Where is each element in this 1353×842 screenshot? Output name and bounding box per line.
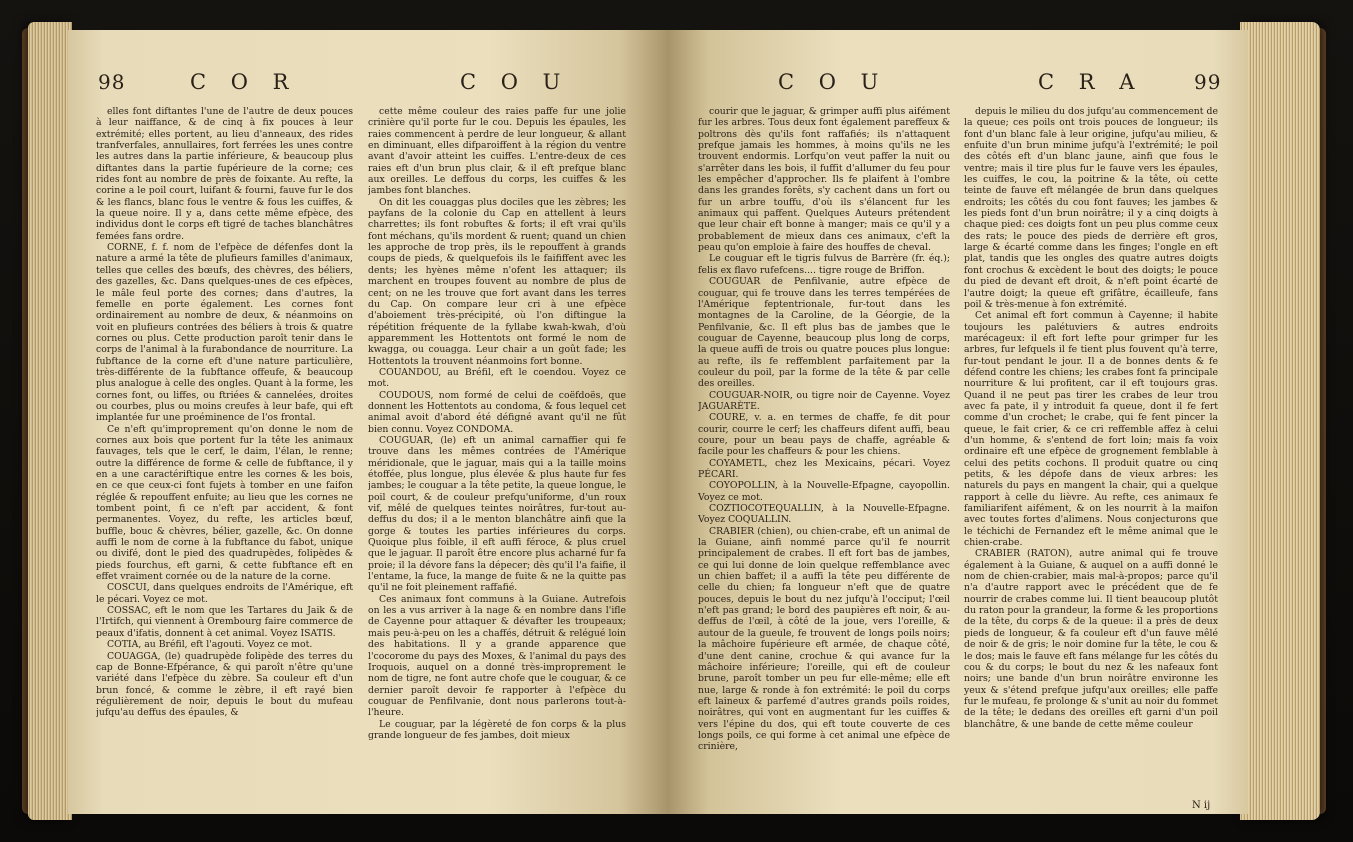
paragraph: COYAMETL, chez les Mexicains, pécari. Voyez PÉCARI.: [698, 457, 950, 480]
left-page-header: [68, 70, 668, 100]
paragraph: COTIA, au Bréfil, eft l'agouti. Voyez ce mot.: [107, 639, 313, 651]
paragraph: COUDOUS, nom formé de celui de coëfdoës, que donnent les Hottentots au condoma, & fous lequel cet animal avoit d'abord été défigné avant qu'il ne fût bien connu. Voyez CONDOMA.: [368, 389, 626, 435]
right-running-head-2: C R A: [1038, 70, 1144, 94]
paragraph: Ce n'eft qu'improprement qu'on donne le nom de cornes aux bois que portent fur la tête les animaux fauvages, tels que le cerf, le daim, l'élan, le renne; outre la différence de forme & celle de fubftance, il y en a une caractériftique entre les cornes & les bois, en ce que ceux-ci font fujets à tomber en une faifon réglée & repouffent enfuite; au lieu que les cornes ne tombent point, fi ce n'eft par accident, & font permanentes. Voyez, du refte, les articles bœuf, buffle, bouc & chèvres, bélier, gazelle, &c. On donne auffi le nom de corne à la fubftance du fabot, unique ou divifé, dont le pied des quadrupèdes, folipèdes & pieds fourchus, eft garni, & cette fubftance eft en effet vraiment cornée ou de la nature de la corne.: [96, 423, 353, 583]
left-running-head-2: C O U: [460, 70, 570, 94]
paragraph: CORNE, f. f. nom de l'efpèce de défenfes dont la nature a armé la tête de plufieurs familles d'animaux, telles que celles des bœufs, des chèvres, des béliers, des gazelles, &c. Dans quelques-unes de ces efpèces, le mâle feul porte des cornes; dans d'autres, la femelle en porte également. Les cornes font ordinairement au nombre de deux, & néanmoins on voit en plufieurs contrées des béliers à trois & quatre cornes ou plus. Cette production paroît tenir dans le corps de l'animal à la furabondance de nourriture. La fubftance de la corne eft d'une nature particulière, très-différente de la fubftance offeufe, & beaucoup plus analogue à celle des ongles. Quant à la forme, les cornes font, ou liffes, ou ftriées & cannelées, droites ou courbes, plus ou moins creufes à leur bafe, qui eft implantée fur une proéminence de l'os frontal.: [96, 242, 353, 424]
paragraph: COUGUAR, (le) eft un animal carnaffier qui fe trouve dans les mêmes contrées de l'Amérique méridionale, que le jaguar, mais qui a la taille moins étoffée, plus longue, plus élevée & plus haute fur fes jambes; le couguar a la tête petite, la queue longue, le poil court, & de couleur prefqu'uniforme, d'un roux vif, mêlé de quelques teintes noirâtres, fur-tout au-deffus du dos; il a le menton blanchâtre ainfi que la gorge & toutes les parties inférieures du corps. Quoique plus foible, il eft auffi féroce, & plus cruel que le jaguar. Il paroît être encore plus acharné fur fa proie; il la dévore fans la dépecer; dès qu'il l'a faifie, il l'entame, la fuce, la mange de fuite & ne la quitte pas qu'il ne foit pleinement raffafié.: [368, 434, 626, 594]
right-running-head-1: C O U: [778, 70, 888, 94]
paragraph: elles font diftantes l'une de l'autre de deux pouces à leur naiffance, & de cinq à fix pouces à leur extrémité; elles portent, au lieu d'anneaux, des rides tranfverfales, annullaires, fort ferrées les unes contre les autres dans la partie inférieure, & beaucoup plus diftantes dans la partie fupérieure de la corne; ces rides font au nombre de près de foixante. Au refte, la corine a le poil court, luifant & fourni, fauve fur le dos & les flancs, blanc fous le ventre & fous les cuiffes, & la queue noire. Il y a, dans cette même efpèce, des individus dont le corps eft tigré de taches blanchâtres femées fans ordre.: [96, 106, 353, 242]
paragraph: Cet animal eft fort commun à Cayenne; il habite toujours les palétuviers & autres endroits marécageux: il eft fort lefte pour grimper fur les arbres, fur lefquels il fe tient plus fouvent qu'à terre, fur-tout pendant le jour. Il a de bonnes dents & fe défend contre les chiens; les crabes font fa principale nourriture & lui profitent, car il eft toujours gras. Quand il ne peut pas tirer les crabes de leur trou avec fa pate, il y introduit fa queue, dont il fe fert comme d'un crochet; le crabe, qui fe fent pincer la queue, le fait crier, & ce cri reffemble affez à celui d'un homme, & s'entend de fort loin; mais fa voix ordinaire eft une efpèce de grognement femblable à celui des petits cochons. Il produit quatre ou cinq petits, & les dépofe dans de vieux arbres: les naturels du pays en mangent la chair, qui a quelque rapport à celle du lièvre. Au refte, ces animaux fe familiarifent aifément, & on les nourrit à la maifon avec toutes fortes d'alimens. Nous conjecturons que le téchichi de Fernandez eft le même animal que le chien-crabe.: [964, 310, 1218, 549]
left-page-number: 98: [98, 70, 126, 94]
paragraph: COUGUAR-NOIR, ou tigre noir de Cayenne. Voyez JAGUARÈTE.: [698, 389, 950, 412]
paragraph: CRABIER (chien), ou chien-crabe, eft un animal de la Guiane, ainfi nommé parce qu'il fe nourrit principalement de crabes. Il eft fort bas de jambes, ce qui lui donne de loin quelque reffemblance avec un chien baffet; il a auffi la tête peu différente de celle du chien; fa longueur n'eft que de quatre pouces, depuis le bout du nez jufqu'à l'occiput; l'œil n'eft pas grand; le bord des paupières eft noir, & au-deffus de l'œil, à côté de la joue, vers l'oreille, & autour de la gueule, fe trouvent de longs poils noirs; la mâchoire fupérieure eft armée, de chaque côté, d'une dent canine, crochue & qui avance fur la mâchoire inférieure; l'oreille, qui eft de couleur brune, paroît tomber un peu fur elle-même; elle eft nue, large & ronde à fon extrémité: le poil du corps eft laineux & parfemé d'autres grands poils roides, noirâtres, qui vont en augmentant fur les cuiffes & vers l'épine du dos, qui eft toute couverte de ces longs poils, ce qui forme à cet animal une efpèce de crinière,: [698, 525, 950, 753]
left-page-column-2: [368, 106, 626, 806]
right-page-column-2: [964, 106, 1218, 796]
paragraph: courir que le jaguar, & grimper auffi plus aifément fur les arbres. Tous deux font également pareffeux & poltrons dès qu'ils font raffafiés; ils n'attaquent prefque jamais les hommes, à moins qu'ils ne les trouvent endormis. Lorfqu'on veut paffer la nuit ou s'arrêter dans les bois, il fuffit d'allumer du feu pour les empêcher d'approcher. Ils fe plaifent à l'ombre dans les grandes forêts, s'y cachent dans un fort ou fur un arbre touffu, d'où ils s'élancent fur les animaux qui paffent. Quelques Auteurs prétendent que leur chair eft bonne à manger; mais ce qu'il y a probablement de mieux dans ces animaux, c'eft la peau qu'on emploie à faire des houffes de cheval.: [698, 106, 950, 254]
right-page-number: 99: [1194, 70, 1222, 94]
paragraph: cette même couleur des raies paffe fur une jolie crinière qu'il porte fur le cou. Depuis les épaules, les raies commencent à perdre de leur longueur, & allant en diminuant, elles difparoiffent à la région du ventre avant d'avoir atteint les cuiffes. L'entre-deux de ces raies eft d'un brun plus clair, & il eft prefque blanc aux oreilles. Le deffous du corps, les cuiffes & les jambes font blanches.: [368, 106, 626, 197]
left-page-edges: [28, 22, 72, 820]
paragraph: COZTIOCOTEQUALLIN, à la Nouvelle-Efpagne. Voyez COQUALLIN.: [698, 503, 950, 526]
paragraph: COUAGGA, (le) quadrupède folipède des terres du cap de Bonne-Efpérance, & qui paroît n'être qu'une variété dans l'efpèce du zèbre. Sa couleur eft d'un brun foncé, & comme le zèbre, il eft rayé bien régulièrement de noir, depuis le bout du mufeau jufqu'au deffus des épaules, &: [96, 650, 353, 719]
paragraph: COYOPOLLIN, à la Nouvelle-Efpagne, cayopollin. Voyez ce mot.: [698, 480, 950, 503]
paragraph: COSSAC, eft le nom que les Tartares du Jaik & de l'Irtifch, qui viennent à Orembourg faire commerce de peaux d'ifatis, donnent à cet animal. Voyez ISATIS.: [96, 605, 353, 639]
paragraph: COUANDOU, au Bréfil, eft le coendou. Voyez ce mot.: [368, 366, 626, 390]
left-page-column-1: [96, 106, 353, 806]
right-page-edges: [1240, 22, 1320, 820]
paragraph: COSCUI, dans quelques endroits de l'Amérique, eft le pécari. Voyez ce mot.: [96, 582, 353, 605]
paragraph: Le couguar, par la légèreté de fon corps & la plus grande longueur de fes jambes, doit mieux: [368, 718, 626, 741]
paragraph: Ces animaux font communs à la Guiane. Autrefois on les a vus arriver à la nage & en nombre dans l'ifle de Cayenne pour attaquer & dévafter les troupeaux; mais peu-à-peu on les a chaffés, détruit & relégué loin des habitations. Il y a grande apparence que l'cocorome du pays des Moxes, & l'animal du pays des Iroquois, auquel on a donné très-improprement le nom de tigre, ne font autre chofe que le couguar, & ce dernier paroît devoir fe rapporter à l'efpèce du couguar de Penfilvanie, dont nous parlerons tout-à-l'heure.: [368, 593, 626, 719]
paragraph: On dit les couaggas plus dociles que les zèbres; les payfans de la colonie du Cap en attellent à leurs charrettes; ils font robuftes & forts; il eft vrai qu'ils font méchans, qu'ils mordent & ruent; quand un chien les approche de trop près, ils le repouffent à grands coups de pieds, & quelquefois ils le faififfent avec les dents; les hyènes même n'ofent les attaquer; ils marchent en troupes fouvent au nombre de plus de cent; on ne les trouve que fort avant dans les terres du Cap. On compare leur cri à une efpèce d'aboiement très-précipité, où l'on diftingue la répétition fréquente de la fyllabe kwah-kwah, d'où apparemment les Hottentots ont formé le nom de kwagga, ou couagga. Leur chair a un goût fade; les Hottentots la trouvent néanmoins fort bonne.: [368, 196, 626, 367]
paragraph: COURE, v. a. en termes de chaffe, fe dit pour courir, courre le cerf; les chaffeurs difent auffi, beau coure, pour un beau pays de chaffe, agréable & facile pour les chaffeurs & pour les chiens.: [698, 412, 950, 458]
paragraph: COUGUAR de Penfilvanie, autre efpèce de couguar, qui fe trouve dans les terres tempérées de l'Amérique feptentrionale, fur-tout dans les montagnes de la Caroline, de la Géorgie, de la Penfilvanie, &c. Il eft plus bas de jambes que le couguar de Cayenne, beaucoup plus long de corps, la queue auffi de trois ou quatre pouces plus longue: au refte, ils fe reffemblent parfaitement par la couleur du poil, par la forme de la tête & par celle des oreilles.: [698, 276, 950, 390]
right-page-header: [668, 70, 1248, 100]
left-page: [68, 30, 668, 814]
left-running-head-1: C O R: [190, 70, 298, 94]
paragraph: CRABIER (RATON), autre animal qui fe trouve également à la Guiane, & auquel on a auffi donné le nom de chien-crabier, mais mal-à-propos; parce qu'il n'a d'autre rapport avec le précédent que de fe nourrir de crabes comme lui. Il tient beaucoup plutôt du raton pour la grandeur, la forme & les proportions de la tête, du corps & de la queue: il a près de deux pieds de longueur, & fa couleur eft d'un fauve mêlé de noir & de gris; le noir domine fur la tête, le cou & le dos; mais le fauve eft fans mélange fur les côtés du cou & du corps; le bout du nez & les nafeaux font noirs; une bande d'un brun noirâtre environne les yeux & s'étend prefque jufqu'aux oreilles; elle paffe fur le mufeau, fe prolonge & s'unit au noir du fommet de la tête; le dedans des oreilles eft garni d'un poil blanchâtre, & une bande de cette même couleur: [964, 548, 1218, 730]
right-page: [668, 30, 1248, 814]
page-signature: N ij: [1192, 800, 1211, 811]
paragraph: Le couguar eft le tigris fulvus de Barrère (fr. éq.); felis ex flavo rufefcens.... tigre rouge de Briffon.: [698, 253, 950, 276]
right-page-column-1: [698, 106, 950, 806]
paragraph: depuis le milieu du dos jufqu'au commencement de la queue; ces poils ont trois pouces de longueur; ils font d'un blanc fale à leur origine, jufqu'au milieu, & enfuite d'un brun minime jufqu'à l'extrémité; le poil des côtés eft d'un blanc jaune, ainfi que fous le ventre; mais il tire plus fur le fauve vers les épaules, les cuiffes, le cou, la poitrine & la tête, où cette teinte de fauve eft mélangée de brun dans quelques endroits; les côtés du cou font fauves; les jambes & les pieds font d'un brun noirâtre; il y a cinq doigts à chaque pied: ces doigts font un peu plus comme ceux des rats; le pouce des pieds de derrière eft gros, large & écarté comme dans les finges; l'ongle en eft plat, tandis que les ongles des quatre autres doigts font crochus & excèdent le bout des doigts; le pouce du pied de devant eft droit, & n'eft point écarté de l'autre doigt; la queue eft grifâtre, écailleufe, fans poil & très-menue à fon extrémité.: [964, 106, 1218, 310]
